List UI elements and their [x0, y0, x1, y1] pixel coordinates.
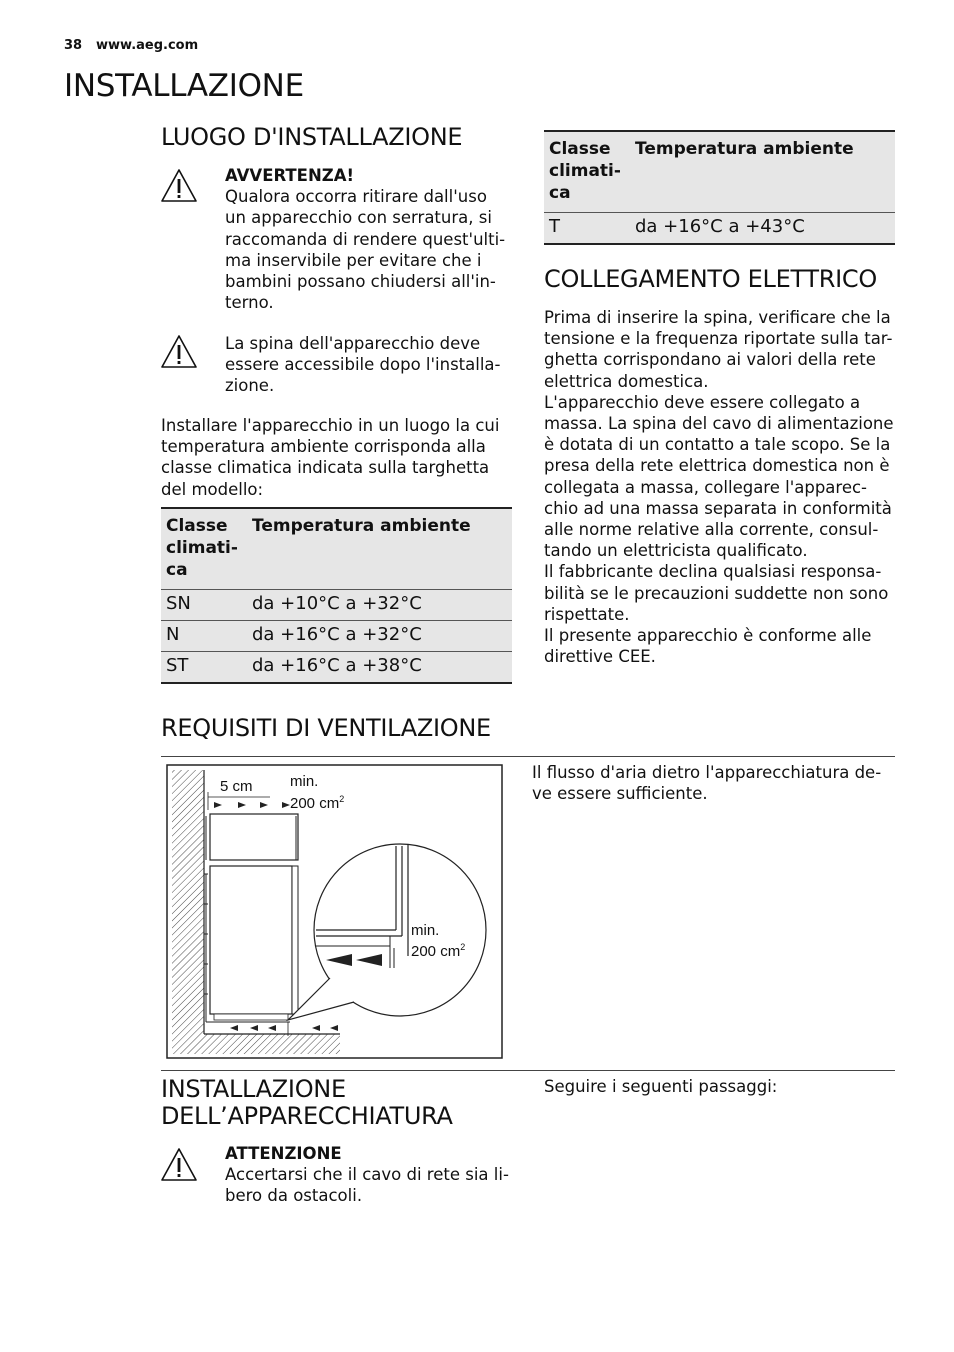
paragraph-line: è dotata di un contatto a tale scopo. Se la [544, 435, 891, 455]
section-heading-collegamento: COLLEGAMENTO ELETTRICO [544, 265, 877, 293]
table-row [161, 590, 512, 621]
area-label: 200 $cm^2$ [411, 942, 466, 960]
page-number: 38 [64, 38, 83, 53]
table-cell: ST [161, 652, 247, 683]
warning-line: un apparecchio con serratura, si [225, 208, 492, 228]
table-cell: SN [161, 590, 247, 621]
collegamento-text [544, 307, 904, 667]
caution-title: ATTENZIONE [225, 1144, 342, 1163]
paragraph-line: collegata a massa, collegare l'apparec- [544, 477, 868, 497]
paragraph-line: massa. La spina del cavo di alimentazione [544, 414, 894, 434]
table-cell: da +10°C a +32°C [247, 590, 512, 621]
table-row [161, 652, 512, 683]
section-heading-ventilazione: REQUISITI DI VENTILAZIONE [161, 714, 491, 742]
paragraph-line: Installare l'apparecchio in un luogo la cui [161, 416, 500, 435]
divider [161, 756, 895, 757]
section-heading-luogo: LUOGO D'INSTALLAZIONE [161, 123, 463, 151]
paragraph-line: Il fabbricante declina qualsiasi responsa- [544, 562, 882, 582]
table-cell: da +16°C a +38°C [247, 652, 512, 683]
paragraph-line: elettrica domestica. [544, 371, 709, 391]
steps-intro: Seguire i seguenti passaggi: [544, 1077, 778, 1096]
warning-line: zione. [225, 376, 275, 396]
warning-title: AVVERTENZA! [225, 166, 355, 185]
ventilation-diagram [166, 764, 504, 1060]
section-heading-installazione-app: INSTALLAZIONE DELL’APPARECCHIATURA [161, 1075, 453, 1130]
min-label: min. [411, 922, 440, 939]
warning-line: ma inservibile per evitare che i [225, 250, 482, 270]
warning-line: terno. [225, 293, 274, 313]
table-header-class: Classe climati- ca [161, 509, 247, 590]
paragraph-line: direttive CEE. [544, 647, 656, 667]
paragraph-line: rispettate. [544, 604, 630, 624]
paragraph-line: ghetta corrispondano ai valori della rete [544, 350, 876, 370]
climate-class-table-t [544, 130, 895, 245]
table-header-temperature: Temperatura ambiente [630, 132, 895, 213]
table-row [544, 213, 895, 244]
paragraph-line: alle norme relative alla corrente, consul- [544, 520, 879, 540]
paragraph-line: bilità se le precauzioni suddette non sono [544, 583, 889, 603]
area-label: 200 $cm^2$ [290, 794, 345, 812]
caution-line: bero da ostacoli. [225, 1186, 363, 1206]
website-url: www.aeg.com [96, 38, 199, 53]
table-cell: da +16°C a +32°C [247, 621, 512, 652]
table-cell: T [544, 213, 630, 244]
warning-line: La spina dell'apparecchio deve [225, 334, 481, 353]
paragraph-line: chio ad una massa separata in conformità [544, 498, 892, 518]
paragraph-line: Il presente apparecchio è conforme alle [544, 626, 872, 646]
warning-line: essere accessibile dopo l'installa- [225, 355, 501, 375]
paragraph-line: presa della rete elettrica domestica non è [544, 456, 890, 476]
warning-block-2 [225, 333, 515, 397]
caution-block [225, 1143, 515, 1207]
table-header-temperature: Temperatura ambiente [247, 509, 512, 590]
paragraph-line: del modello: [161, 479, 264, 499]
divider [161, 1070, 895, 1071]
paragraph-line: temperatura ambiente corrisponda alla [161, 437, 486, 457]
paragraph-line: classe climatica indicata sulla targhetta [161, 458, 490, 478]
paragraph-line: Il flusso d'aria dietro l'apparecchiatura de- [532, 763, 882, 782]
table-cell: N [161, 621, 247, 652]
warning-block-1 [225, 165, 515, 313]
paragraph-line: ve essere sufficiente. [532, 784, 708, 804]
table-row [161, 621, 512, 652]
min-label: min. [290, 773, 319, 790]
gap-label: 5 cm [220, 778, 253, 795]
warning-icon [160, 1147, 198, 1183]
climate-class-table [161, 507, 512, 684]
paragraph-line: L'apparecchio deve essere collegato a [544, 392, 861, 412]
ventilazione-text [532, 762, 892, 804]
warning-line: Qualora occorra ritirare dall'uso [225, 187, 487, 207]
paragraph-line: tensione e la frequenza riportate sulla tar- [544, 329, 893, 349]
paragraph-line: tando un elettricista qualificato. [544, 541, 808, 561]
table-cell: da +16°C a +43°C [630, 213, 895, 244]
warning-line: raccomanda di rendere quest'ulti- [225, 229, 506, 249]
paragraph-line: Prima di inserire la spina, verificare che la [544, 308, 891, 327]
warning-line: bambini possano chiudersi all'in- [225, 272, 496, 292]
luogo-paragraph [161, 415, 516, 500]
page-title: INSTALLAZIONE [64, 68, 304, 104]
warning-icon [160, 334, 198, 370]
caution-line: Accertarsi che il cavo di rete sia li- [225, 1165, 509, 1185]
table-header-class: Classe climati- ca [544, 132, 630, 213]
warning-icon [160, 168, 198, 204]
